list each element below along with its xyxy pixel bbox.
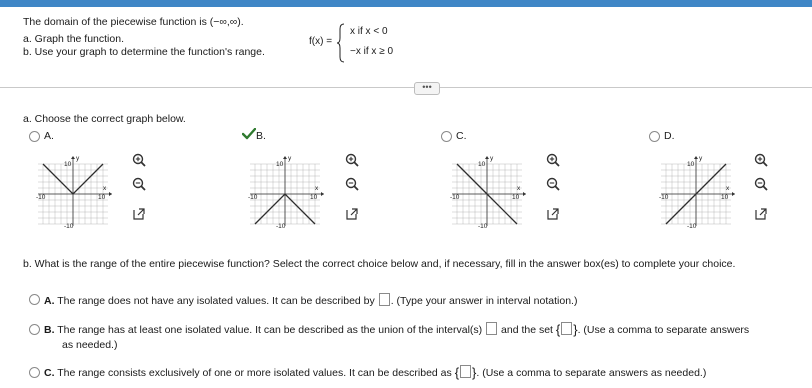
radio-answer-a[interactable] <box>29 294 40 305</box>
x-axis-label: x <box>517 185 521 192</box>
answer-b-text <box>44 322 749 336</box>
tick-label-y-pos: 10 <box>687 161 695 168</box>
tick-label-x-pos: 10 <box>721 194 729 201</box>
zoom-out-button[interactable] <box>344 176 360 192</box>
zoom-out-button[interactable] <box>545 176 561 192</box>
x-axis-arrow <box>109 192 112 196</box>
set-brace-left-c: { <box>454 365 460 380</box>
radio-choice-c[interactable] <box>441 131 452 142</box>
graph-choice-a[interactable] <box>36 152 114 230</box>
zoom-out-icon <box>344 176 360 192</box>
range-interval-input[interactable] <box>379 293 390 306</box>
domain-statement: The domain of the piecewise function is (−∞,∞). <box>23 16 244 28</box>
x-axis-arrow <box>732 192 735 196</box>
part-a-instruction: a. Graph the function. <box>23 33 124 45</box>
popout-button[interactable] <box>131 206 147 222</box>
zoom-out-icon <box>545 176 561 192</box>
graph-choice-b[interactable] <box>248 152 326 230</box>
tick-label-y-neg: -10 <box>64 223 74 230</box>
choice-b-label: B. <box>256 130 266 142</box>
part-a-prompt: a. Choose the correct graph below. <box>23 113 186 125</box>
tick-label-x-neg: -10 <box>659 194 669 201</box>
zoom-in-button[interactable] <box>753 152 769 168</box>
tick-label-x-neg: -10 <box>36 194 46 201</box>
popout-icon <box>545 206 561 222</box>
union-interval-input[interactable] <box>486 322 497 335</box>
popout-icon <box>131 206 147 222</box>
zoom-out-button[interactable] <box>131 176 147 192</box>
popout-button[interactable] <box>545 206 561 222</box>
set-brace-right: } <box>573 322 578 337</box>
popout-icon <box>344 206 360 222</box>
tick-label-x-pos: 10 <box>310 194 318 201</box>
tick-label-y-neg: -10 <box>687 223 697 230</box>
answer-b-text-1: The range has at least one isolated value. It can be described as the union of the interval(s) <box>57 324 483 336</box>
tick-label-y-neg: -10 <box>478 223 488 230</box>
zoom-out-button[interactable] <box>753 176 769 192</box>
tick-label-y-pos: 10 <box>64 161 72 168</box>
radio-answer-c[interactable] <box>29 367 40 378</box>
answer-c-letter: C. <box>44 367 55 379</box>
popout-button[interactable] <box>753 206 769 222</box>
answer-a-text-2: . (Type your answer in interval notation.) <box>390 295 578 307</box>
radio-choice-a[interactable] <box>29 131 40 142</box>
answer-a-letter: A. <box>44 295 55 307</box>
part-b-prompt: b. What is the range of the entire piecewise function? Select the correct choice below and, if necessary, fill in the answer box(es) to complete your choice. <box>23 258 736 270</box>
separator-line <box>0 87 812 88</box>
isolated-values-input[interactable] <box>460 365 471 378</box>
answer-b-letter: B. <box>44 324 55 336</box>
tick-label-y-pos: 10 <box>276 161 284 168</box>
set-brace-right-c: } <box>472 365 477 380</box>
x-axis-arrow <box>523 192 526 196</box>
zoom-out-icon <box>753 176 769 192</box>
radio-choice-d[interactable] <box>649 131 660 142</box>
graph-choice-c[interactable] <box>450 152 528 230</box>
set-brace-left: { <box>555 322 561 337</box>
zoom-in-icon <box>753 152 769 168</box>
y-axis-arrow <box>694 156 698 159</box>
popout-icon <box>753 206 769 222</box>
y-axis-arrow <box>485 156 489 159</box>
y-axis-label: y <box>699 155 703 162</box>
choice-a-label: A. <box>44 130 54 142</box>
zoom-in-button[interactable] <box>545 152 561 168</box>
tick-label-x-neg: -10 <box>450 194 460 201</box>
zoom-in-icon <box>545 152 561 168</box>
expand-more-button[interactable]: ••• <box>414 82 440 95</box>
answer-c-text <box>44 365 706 379</box>
popout-button[interactable] <box>344 206 360 222</box>
checkmark-icon <box>242 128 256 140</box>
tick-label-x-pos: 10 <box>98 194 106 201</box>
zoom-in-icon <box>131 152 147 168</box>
x-axis-label: x <box>726 185 730 192</box>
zoom-in-button[interactable] <box>344 152 360 168</box>
y-axis-label: y <box>288 155 292 162</box>
answer-c-text-1: The range consists exclusively of one or more isolated values. It can be described as <box>57 367 452 379</box>
function-label: f(x) = <box>309 36 333 47</box>
y-axis-arrow <box>283 156 287 159</box>
tick-label-x-neg: -10 <box>248 194 258 201</box>
answer-a-text <box>44 293 577 307</box>
isolated-set-input[interactable] <box>561 322 572 335</box>
choice-c-label: C. <box>456 130 467 142</box>
x-axis-arrow <box>321 192 324 196</box>
answer-b-text-4: as needed.) <box>62 339 118 351</box>
zoom-in-icon <box>344 152 360 168</box>
function-case-2: −x if x ≥ 0 <box>350 46 394 57</box>
part-b-instruction: b. Use your graph to determine the function's range. <box>23 46 265 58</box>
x-axis-label: x <box>315 185 319 192</box>
x-axis-label: x <box>103 185 107 192</box>
answer-c-text-2: . (Use a comma to separate answers as needed.) <box>476 367 707 379</box>
answer-a-text-1: The range does not have any isolated values. It can be described by <box>57 295 375 307</box>
graph-choice-d[interactable] <box>659 152 737 230</box>
answer-b-text-2: and the set <box>501 324 553 336</box>
radio-answer-b[interactable] <box>29 324 40 335</box>
function-case-1: x if x < 0 <box>350 26 388 37</box>
top-accent-bar <box>0 0 812 7</box>
tick-label-y-neg: -10 <box>276 223 286 230</box>
zoom-in-button[interactable] <box>131 152 147 168</box>
tick-label-y-pos: 10 <box>478 161 486 168</box>
zoom-out-icon <box>131 176 147 192</box>
y-axis-label: y <box>76 155 80 162</box>
choice-d-label: D. <box>664 130 675 142</box>
tick-label-x-pos: 10 <box>512 194 520 201</box>
y-axis-arrow <box>71 156 75 159</box>
y-axis-label: y <box>490 155 494 162</box>
brace-symbol <box>336 23 346 63</box>
answer-b-text-3: . (Use a comma to separate answers <box>577 324 750 336</box>
